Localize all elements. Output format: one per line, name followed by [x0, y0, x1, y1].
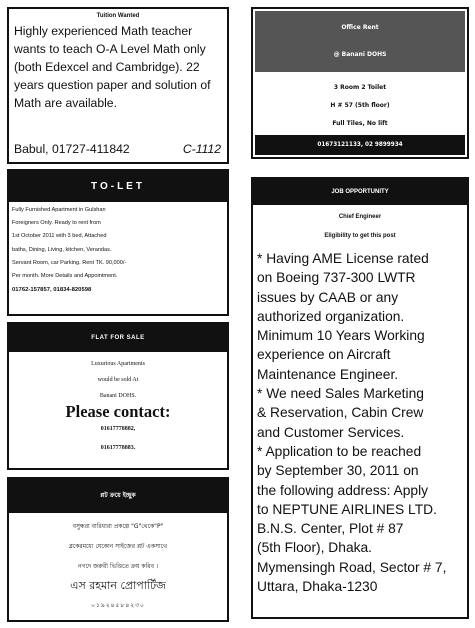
- ad-title: FLAT FOR SALE: [9, 324, 227, 352]
- body-line: Minimum 10 Years Working: [257, 328, 425, 344]
- body-line: experience on Aircraft: [257, 347, 391, 363]
- body-line: would be sold At: [97, 377, 139, 383]
- subtitle-line: Chief Engineer: [338, 214, 382, 220]
- body-line: * We need Sales Marketing: [257, 386, 424, 402]
- ad-title: TO-LET: [9, 171, 227, 202]
- phone-line: 01617778882,: [100, 426, 136, 432]
- body-line: to NEPTUNE AIRLINES LTD.: [257, 501, 437, 517]
- ad-contact: [14, 142, 221, 156]
- body-line: Uttara, Dhaka-1230: [257, 579, 378, 595]
- body-line: বসুন্ধরা বারিধারা প্রকল্পে "G"থেকে"P": [72, 523, 164, 530]
- body-line: H # 57 (5th floor): [330, 102, 390, 109]
- body-line: Per month. More Details and Appointment.: [12, 273, 118, 280]
- body-line: baths, Dining, Living, kitchen, Verandas.: [12, 246, 112, 253]
- body-line: & Reservation, Cabin Crew: [257, 405, 424, 421]
- ad-title: JOB OPPORTUNITY: [253, 179, 467, 205]
- ad-body: [253, 246, 467, 596]
- ad-code: C-1112: [182, 142, 221, 156]
- ad-subtitle: [253, 205, 467, 246]
- body-line: on Boeing 737-300 LWTR: [257, 270, 416, 286]
- body-line: Banani DOHS.: [99, 393, 137, 399]
- ad-plot-purchase: [7, 477, 229, 622]
- body-line: নগদে জরুরী ভিত্তিতে ক্রয় করিব ।: [78, 563, 158, 570]
- ad-to-let: [7, 169, 229, 316]
- ad-job-opportunity: [251, 177, 469, 619]
- ad-phone: [9, 420, 227, 458]
- body-line: the following address: Apply: [257, 482, 429, 498]
- ad-title: Tuition Wanted: [96, 13, 140, 19]
- body-line: B.N.S. Center, Plot # 87: [257, 521, 404, 537]
- body-line: Highly experienced Math teacher: [14, 24, 193, 38]
- body-line: authorized organization.: [257, 308, 405, 324]
- ad-title: [255, 11, 465, 72]
- body-line: ব্লকেরমধ্যে যেকোন সাইজের প্লট একসাথে: [68, 543, 168, 550]
- body-line: Mymensingh Road, Sector # 7,: [257, 559, 447, 575]
- body-line: Servant Room, car Parking. Rent TK. 90,000/-: [12, 259, 127, 266]
- ad-title: প্লট ক্রয়ে ইচ্ছুক: [9, 479, 227, 513]
- body-line: Fully Furnished Apartment in Gulshan: [12, 207, 106, 213]
- title-line: @ Banani DOHS: [333, 51, 387, 58]
- ad-office-rent: [251, 7, 469, 159]
- body-line: years question paper and solution of: [14, 78, 211, 92]
- body-line: * Having AME License rated: [257, 251, 429, 266]
- contact-text: Babul, 01727-411842: [14, 142, 130, 156]
- body-line: 3 Room 2 Toilet: [333, 84, 387, 91]
- body-line: (5th Floor), Dhaka.: [257, 540, 373, 556]
- body-line: and Customer Services.: [257, 424, 405, 440]
- subtitle-line: Eligibility to get this post: [324, 233, 396, 239]
- title-line: Office Rent: [341, 24, 379, 31]
- body-line: (both Edexcel and Cambridge). 22: [14, 60, 200, 74]
- ad-tuition-wanted: [7, 7, 229, 164]
- ad-body: [9, 202, 227, 283]
- ad-body: [9, 352, 227, 404]
- body-line: by September 30, 2011 on: [257, 463, 419, 479]
- body-line: * Application to be reached: [257, 443, 422, 459]
- body-line: issues by CAAB or any: [257, 289, 399, 305]
- ad-phone: 01673121133, 02 9899934: [255, 135, 465, 155]
- ad-flat-for-sale: [7, 322, 229, 470]
- ad-org: এস রহমান প্রোপার্টিজ: [70, 579, 166, 592]
- ad-phone: ০১৯২৪৫৮৪২৩০: [91, 602, 145, 609]
- ad-phone: 01762-157857, 01834-820598: [12, 287, 92, 294]
- ad-body: [9, 513, 227, 577]
- body-line: wants to teach O-A Level Math only: [14, 42, 206, 56]
- body-line: Math are available.: [14, 96, 117, 110]
- body-line: 1st October 2011 with 3 bed, Attached: [12, 233, 107, 240]
- body-line: Foreigners Only. Ready to rent from: [12, 220, 101, 227]
- body-line: Maintenance Engineer.: [257, 366, 399, 382]
- contact-label: Please contact:: [65, 402, 171, 421]
- body-line: Full Tiles, No lift: [332, 120, 388, 127]
- body-line: Luxurious Apartments: [91, 361, 145, 367]
- ad-body: [9, 19, 227, 112]
- phone-line: 01617778883.: [100, 445, 136, 451]
- ad-body: [255, 72, 465, 133]
